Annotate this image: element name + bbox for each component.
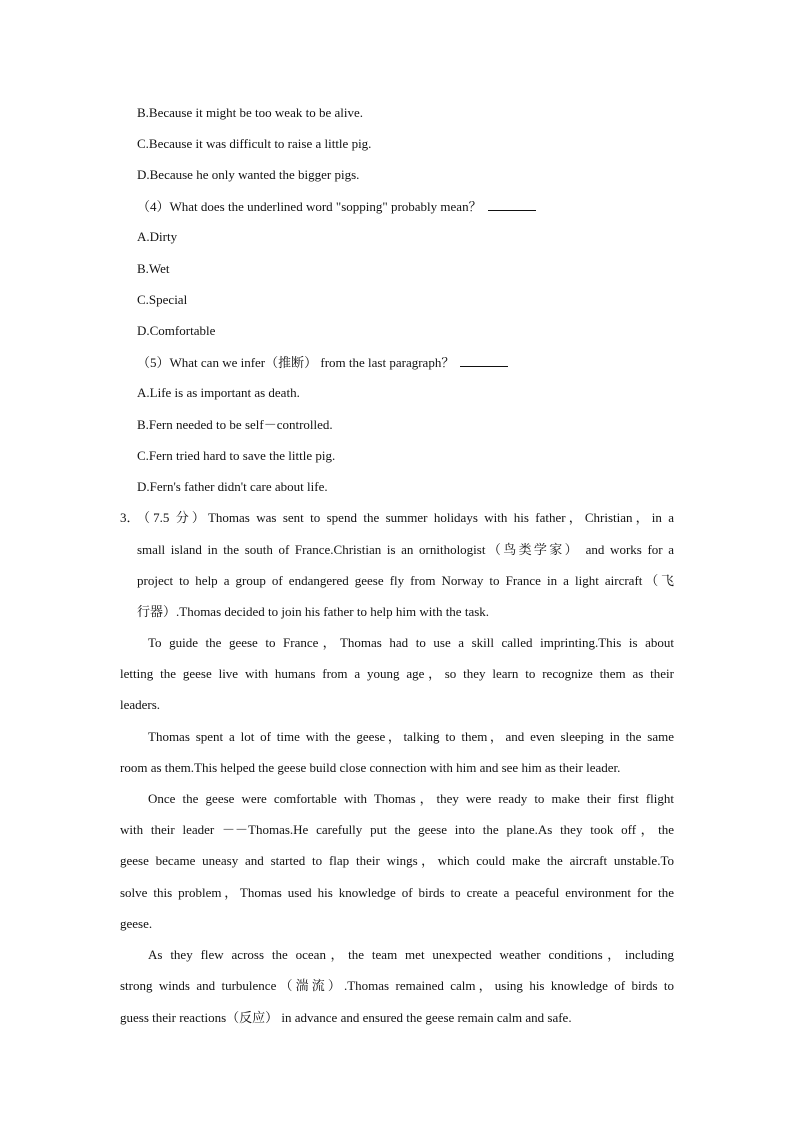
passage-line: room as them.This helped the geese build close connection with him and see him as their leader. bbox=[120, 760, 621, 775]
passage-line: Thomas spent a lot of time with the geese，talking to them，and even sleeping in the same bbox=[148, 729, 674, 744]
answer-blank[interactable] bbox=[460, 354, 508, 367]
passage-line: letting the geese live with humans from a young age，so they learn to recognize them as their bbox=[120, 666, 674, 681]
passage-line: with their leader －－Thomas.He carefully put the geese into the plane.As they took off，the bbox=[120, 822, 674, 837]
passage-line: geese. bbox=[120, 916, 153, 931]
question-4-text: （4）What does the underlined word "sopping" probably mean？ bbox=[137, 199, 482, 214]
option-c: C.Fern tried hard to save the little pig. bbox=[137, 448, 336, 463]
passage-line: strong winds and turbulence（湍流）.Thomas remained calm，using his knowledge of birds to bbox=[120, 978, 674, 993]
answer-blank[interactable] bbox=[488, 198, 536, 211]
passage-line: As they flew across the ocean，the team met unexpected weather conditions，including bbox=[148, 947, 674, 962]
passage-line: geese became uneasy and started to flap their wings，which could make the aircraft unstable.To bbox=[120, 853, 674, 868]
option-c: C.Because it was difficult to raise a little pig. bbox=[137, 136, 372, 151]
question-5-text: （5）What can we infer（推断） from the last paragraph？ bbox=[137, 355, 455, 370]
passage-line: Once the geese were comfortable with Thomas，they were ready to make their first flight bbox=[148, 791, 674, 806]
passage-line: small island in the south of France.Christian is an ornithologist（鸟类学家） and works for a bbox=[137, 542, 674, 557]
passage-line: solve this problem，Thomas used his knowledge of birds to create a peaceful environment for the bbox=[120, 885, 674, 900]
passage-line: （7.5 分）Thomas was sent to spend the summer holidays with his father，Christian，in a bbox=[137, 510, 674, 525]
option-b: B.Wet bbox=[137, 261, 170, 276]
passage-line: guess their reactions（反应） in advance and ensured the geese remain calm and safe. bbox=[120, 1010, 572, 1025]
option-d: D.Fern's father didn't care about life. bbox=[137, 479, 328, 494]
passage-line: leaders. bbox=[120, 697, 161, 712]
passage-line: project to help a group of endangered geese fly from Norway to France in a light aircraft（飞 bbox=[137, 573, 674, 588]
option-b: B.Because it might be too weak to be alive. bbox=[137, 105, 363, 120]
passage-line: 行器）.Thomas decided to join his father to help him with the task. bbox=[137, 604, 490, 619]
option-d: D.Comfortable bbox=[137, 323, 216, 338]
option-b: B.Fern needed to be self－controlled. bbox=[137, 417, 333, 432]
option-d: D.Because he only wanted the bigger pigs. bbox=[137, 167, 360, 182]
option-c: C.Special bbox=[137, 292, 188, 307]
passage-line: To guide the geese to France，Thomas had to use a skill called imprinting.This is about bbox=[148, 635, 674, 650]
option-a: A.Dirty bbox=[137, 229, 178, 244]
question-5 bbox=[137, 354, 508, 371]
question-number: 3． bbox=[120, 510, 140, 525]
option-a: A.Life is as important as death. bbox=[137, 385, 300, 400]
question-4 bbox=[137, 198, 536, 215]
